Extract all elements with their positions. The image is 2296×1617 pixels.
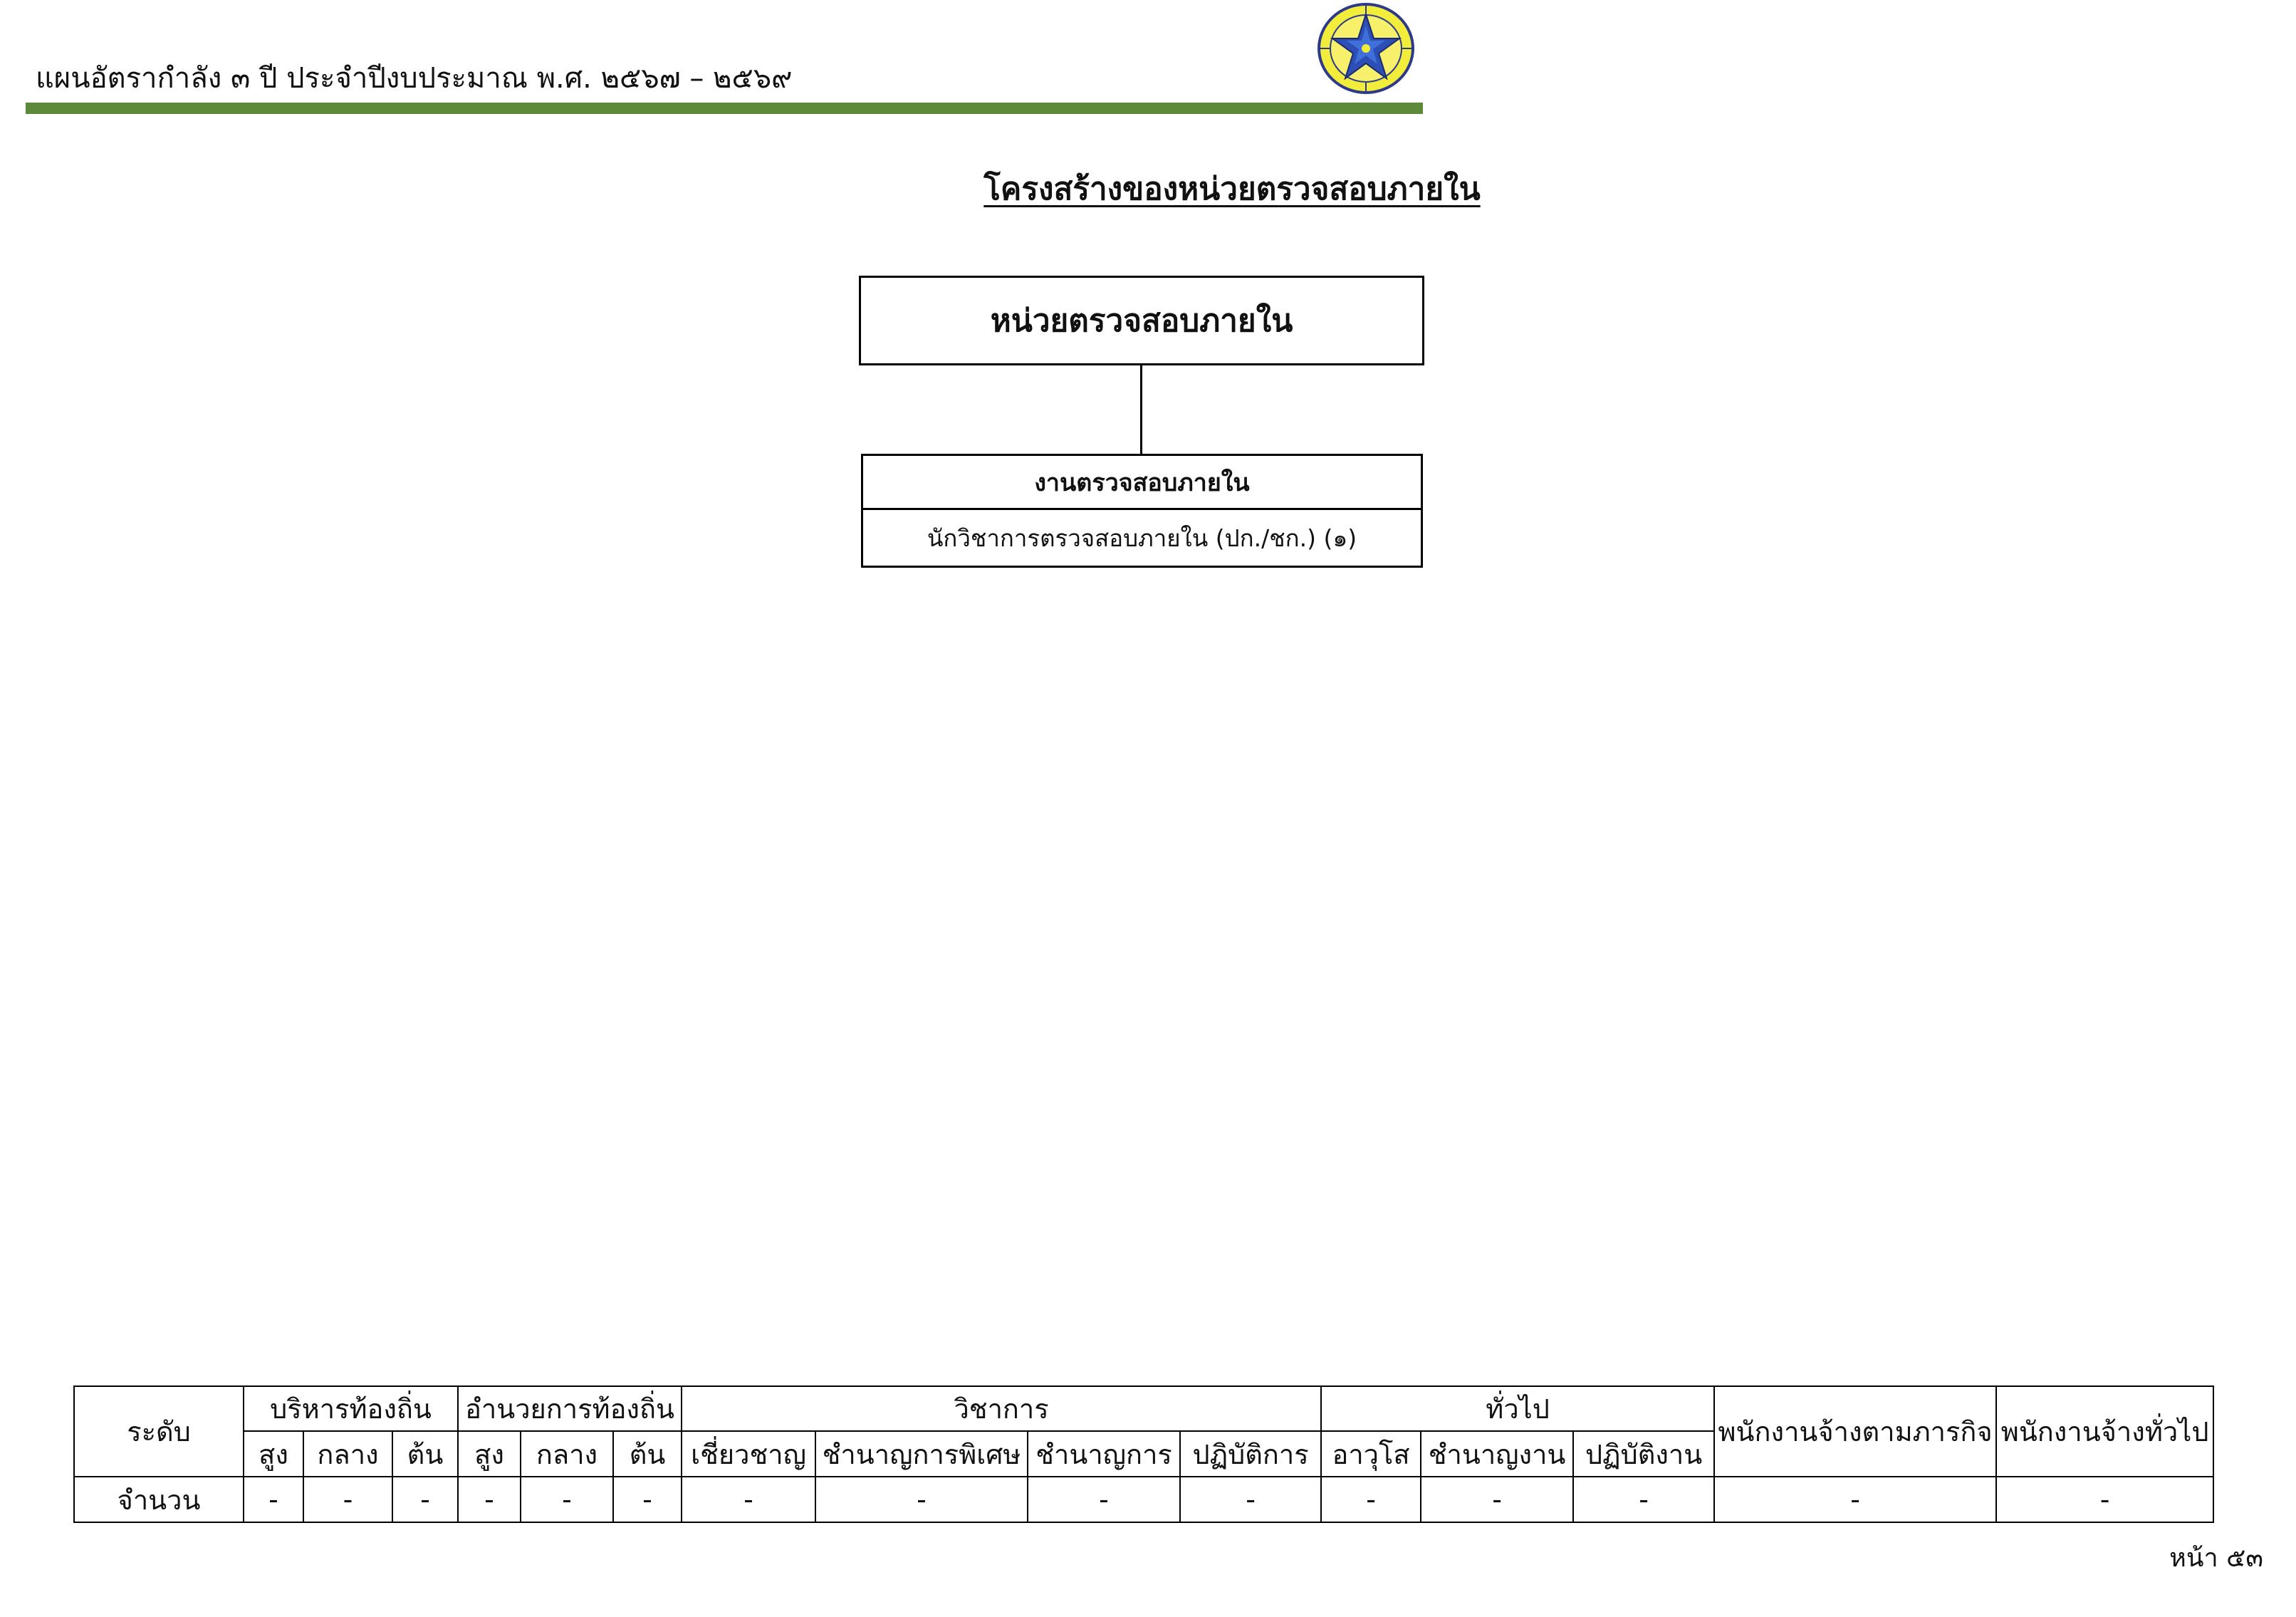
sub-level-cell: ต้น [613,1431,682,1477]
count-cell: - [1180,1477,1321,1522]
sub-level-cell: ปฏิบัติการ [1180,1431,1321,1477]
org-chart-title: โครงสร้างของหน่วยตรวจสอบภายใน [983,171,1481,207]
document-header-title: แผนอัตรากำลัง ๓ ปี ประจำปีงบประมาณ พ.ศ. ๒๕๖๗ – ๒๕๖๙ [36,62,793,95]
level-header: ระดับ [74,1386,244,1477]
sub-level-cell: เชี่ยวชาญ [682,1431,815,1477]
sub-level-cell: สูง [244,1431,303,1477]
org-section-position: นักวิชาการตรวจสอบภายใน (ปก./ชก.) (๑) [927,524,1357,552]
group-header-local-admin: บริหารท้องถิ่น [244,1386,458,1431]
municipal-seal-star-icon [1316,1,1416,95]
sub-level-cell: สูง [458,1431,521,1477]
count-label: จำนวน [74,1477,244,1522]
group-header-local-director: อำนวยการท้องถิ่น [458,1386,682,1431]
count-cell: - [521,1477,613,1522]
table-row [74,1477,2213,1522]
page-number: หน้า ๕๓ [2169,1544,2263,1573]
count-cell: - [613,1477,682,1522]
group-header-general: ทั่วไป [1321,1386,1714,1431]
sub-level-cell: ชำนาญการพิเศษ [815,1431,1028,1477]
count-cell: - [1421,1477,1573,1522]
sub-level-cell: ชำนาญงาน [1421,1431,1573,1477]
header-divider [26,103,1423,114]
org-section-name: งานตรวจสอบภายใน [863,456,1421,510]
group-header-academic: วิชาการ [682,1386,1321,1431]
org-unit-box [859,276,1424,365]
count-cell: - [1028,1477,1180,1522]
count-cell: - [244,1477,303,1522]
count-cell: - [1714,1477,1996,1522]
sub-level-cell: กลาง [521,1431,613,1477]
count-cell: - [1573,1477,1714,1522]
count-cell: - [815,1477,1028,1522]
group-header-general-employee: พนักงานจ้างทั่วไป [1996,1386,2213,1477]
sub-level-cell: อาวุโส [1321,1431,1421,1477]
count-cell: - [303,1477,392,1522]
count-cell: - [682,1477,815,1522]
count-cell: - [392,1477,458,1522]
count-cell: - [458,1477,521,1522]
org-connector-line [1140,365,1142,454]
sub-level-cell: ต้น [392,1431,458,1477]
org-unit-label: หน่วยตรวจสอบภายใน [990,303,1293,339]
table-header-row [74,1386,2213,1431]
org-section-box [861,454,1423,568]
sub-level-cell: ปฏิบัติงาน [1573,1431,1714,1477]
group-header-mission-employee: พนักงานจ้างตามภารกิจ [1714,1386,1996,1477]
count-cell: - [1321,1477,1421,1522]
sub-level-cell: ชำนาญการ [1028,1431,1180,1477]
sub-level-cell: กลาง [303,1431,392,1477]
count-cell: - [1996,1477,2213,1522]
staffing-table [73,1385,2214,1523]
